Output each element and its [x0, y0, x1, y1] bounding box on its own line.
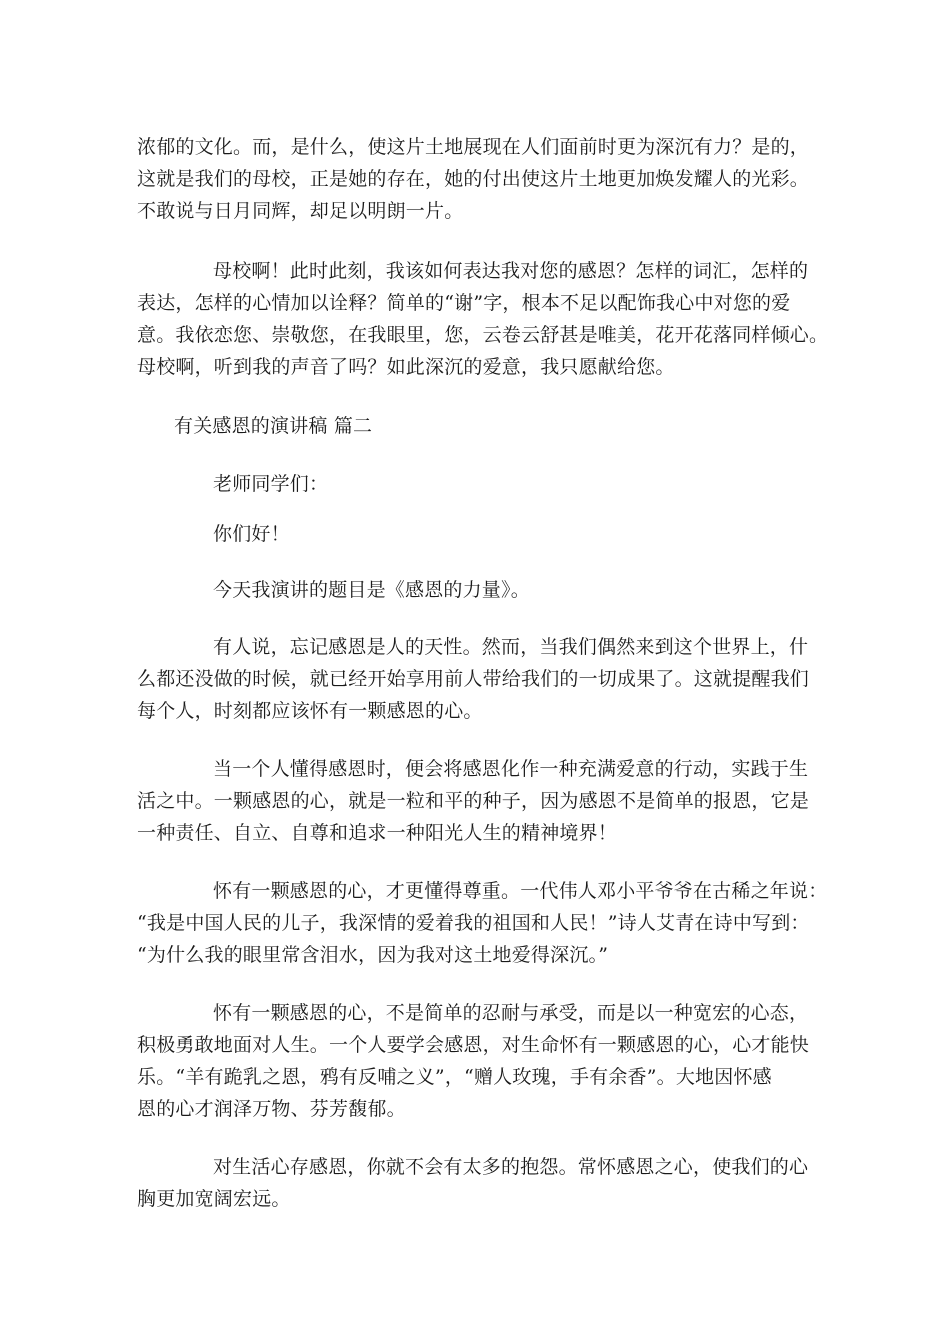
- section-heading: 有关感恩的演讲稿 篇二: [174, 415, 373, 437]
- paragraph-1-line-3: 不敢说与日月同辉，却足以明朗一片。: [137, 200, 464, 222]
- paragraph-9-line-3: 乐。“羊有跪乳之恩，鸦有反哺之义”，“赠人玫瑰，手有余香”。大地因怀感: [137, 1066, 772, 1088]
- paragraph-6-line-3: 每个人，时刻都应该怀有一颗感恩的心。: [137, 700, 483, 722]
- hello-line: 你们好！: [213, 523, 290, 545]
- paragraph-2-line-4: 母校啊，听到我的声音了吗？如此深沉的爱意，我只愿献给您。: [137, 356, 675, 378]
- paragraph-2-line-1: 母校啊！此时此刻，我该如何表达我对您的感恩？怎样的词汇，怎样的: [213, 260, 809, 282]
- paragraph-8-line-1: 怀有一颗感恩的心，才更懂得尊重。一代伟人邓小平爷爷在古稀之年说：: [213, 880, 828, 902]
- paragraph-10-line-1: 对生活心存感恩，你就不会有太多的抱怨。常怀感恩之心，使我们的心: [213, 1156, 809, 1178]
- paragraph-7-line-1: 当一个人懂得感恩时，便会将感恩化作一种充满爱意的行动，实践于生: [213, 758, 809, 780]
- paragraph-7-line-3: 一种责任、自立、自尊和追求一种阳光人生的精神境界！: [137, 822, 618, 844]
- paragraph-9-line-4: 恩的心才润泽万物、芬芳馥郁。: [137, 1098, 406, 1120]
- paragraph-2-line-3: 意。我依恋您、崇敬您，在我眼里，您，云卷云舒甚是唯美，花开花落同样倾心。: [137, 324, 829, 346]
- paragraph-10-line-2: 胸更加宽阔宏远。: [137, 1188, 291, 1210]
- paragraph-9-line-2: 积极勇敢地面对人生。一个人要学会感恩，对生命怀有一颗感恩的心，心才能快: [137, 1034, 810, 1056]
- paragraph-9-line-1: 怀有一颗感恩的心，不是简单的忍耐与承受，而是以一种宽宏的心态，: [213, 1002, 809, 1024]
- paragraph-8-line-2: “我是中国人民的儿子，我深情的爱着我的祖国和人民！”诗人艾青在诗中写到：: [137, 912, 810, 934]
- paragraph-6-line-1: 有人说，忘记感恩是人的天性。然而，当我们偶然来到这个世界上，什: [213, 636, 809, 658]
- paragraph-1-line-1: 浓郁的文化。而，是什么，使这片土地展现在人们面前时更为深沉有力？是的，: [137, 136, 810, 158]
- topic-line: 今天我演讲的题目是《感恩的力量》。: [213, 579, 530, 601]
- paragraph-6-line-2: 么都还没做的时候，就已经开始享用前人带给我们的一切成果了。这就提醒我们: [137, 668, 810, 690]
- paragraph-8-line-3: “为什么我的眼里常含泪水，因为我对这土地爱得深沉。”: [137, 944, 609, 966]
- paragraph-2-line-2: 表达，怎样的心情加以诠释？简单的“谢”字，根本不足以配饰我心中对您的爱: [137, 292, 791, 314]
- paragraph-1-line-2: 这就是我们的母校，正是她的存在，她的付出使这片土地更加焕发耀人的光彩。: [137, 168, 810, 190]
- paragraph-7-line-2: 活之中。一颗感恩的心，就是一粒和平的种子，因为感恩不是简单的报恩，它是: [137, 790, 810, 812]
- greeting-line: 老师同学们：: [213, 473, 329, 495]
